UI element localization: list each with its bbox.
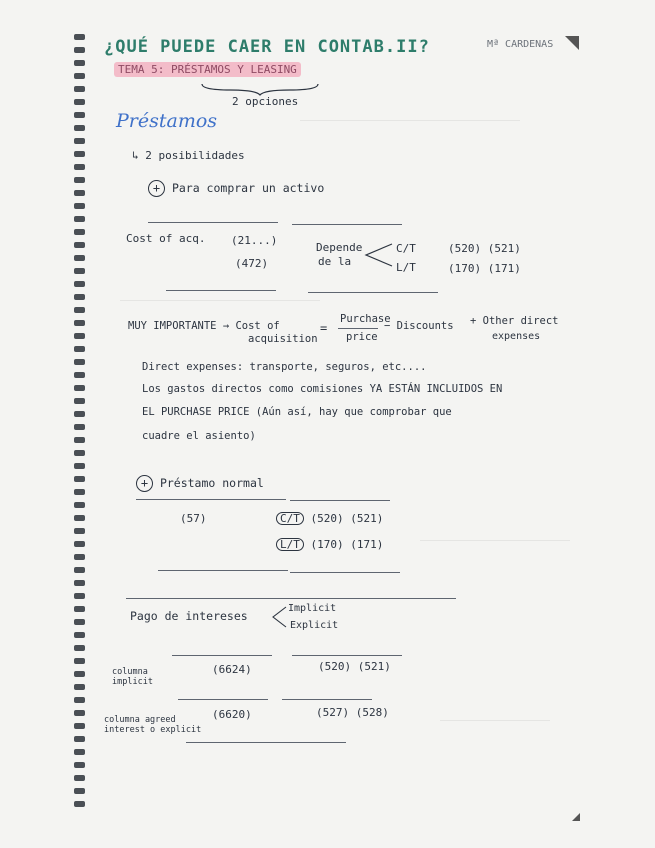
branch-icon — [362, 240, 394, 273]
ghost-line — [300, 120, 520, 121]
spiral-ring — [74, 151, 85, 157]
spiral-ring — [74, 736, 85, 742]
account-57: (57) — [180, 512, 207, 525]
arrow-icon: ↳ — [132, 149, 146, 162]
ghost-line — [120, 300, 320, 301]
spiral-ring — [74, 177, 85, 183]
branch-icon — [270, 604, 288, 633]
spiral-ring — [74, 580, 85, 586]
spiral-ring — [74, 424, 85, 430]
spiral-ring — [74, 463, 85, 469]
equals-sign: = — [320, 321, 328, 335]
discounts-text: − Discounts — [384, 320, 454, 332]
spiral-ring — [74, 255, 85, 261]
spiral-ring — [74, 320, 85, 326]
spiral-binding — [72, 28, 90, 818]
plus-circle-icon: + — [148, 180, 165, 197]
underline — [178, 699, 268, 700]
paragraph-line-1: Direct expenses: transporte, seguros, etc.... — [142, 361, 427, 373]
spiral-ring — [74, 385, 85, 391]
spiral-ring — [74, 190, 85, 196]
spiral-ring — [74, 307, 85, 313]
possibilities-text: 2 posibilidades — [145, 149, 245, 162]
pago-intereses: Pago de intereses — [130, 609, 248, 623]
spiral-ring — [74, 762, 85, 768]
author-name: Mª CARDENAS — [487, 39, 554, 50]
ghost-line — [420, 540, 570, 541]
option1-text: Para comprar un activo — [171, 181, 325, 195]
lt-codes-2: (170) (171) — [310, 538, 384, 551]
spiral-ring — [74, 203, 85, 209]
lt-box: L/T — [276, 538, 304, 551]
expenses-text: expenses — [492, 331, 541, 342]
underline — [292, 224, 402, 225]
account-6620: (6620) — [212, 708, 252, 721]
spiral-ring — [74, 346, 85, 352]
ct-label: C/T — [396, 242, 416, 255]
plus-circle-icon: + — [136, 475, 153, 492]
other-direct-text: + Other direct — [470, 315, 559, 327]
spiral-ring — [74, 411, 85, 417]
columna-agreed: columna agreed interest o explicit — [104, 715, 202, 735]
codes-520-521: (520) (521) — [318, 660, 391, 673]
options-note: 2 opciones — [232, 95, 299, 108]
underline — [290, 572, 400, 573]
spiral-ring — [74, 619, 85, 625]
underline — [148, 222, 278, 223]
spiral-ring — [74, 86, 85, 92]
paragraph-line-2: Los gastos directos como comisiones YA ESTÁN INCLUIDOS EN — [142, 383, 503, 395]
spiral-ring — [74, 567, 85, 573]
spiral-ring — [74, 528, 85, 534]
spiral-ring — [74, 632, 85, 638]
page-corner-icon — [572, 808, 580, 824]
account-472: (472) — [235, 257, 269, 270]
explicit-label: Explicit — [290, 620, 339, 631]
spiral-ring — [74, 229, 85, 235]
codes-527-528: (527) (528) — [316, 706, 389, 719]
lt-codes: (170) (171) — [448, 262, 521, 275]
account-6624: (6624) — [212, 663, 252, 676]
spiral-ring — [74, 138, 85, 144]
spiral-ring — [74, 515, 85, 521]
underline — [166, 290, 276, 291]
ghost-line — [440, 720, 550, 721]
purchase-text: Purchase — [340, 313, 391, 325]
spiral-ring — [74, 710, 85, 716]
possibilities-line — [132, 150, 245, 161]
cost-label: Cost of acq. — [126, 232, 206, 245]
underline — [172, 655, 272, 656]
spiral-ring — [74, 437, 85, 443]
topic-highlight: TEMA 5: PRÉSTAMOS Y LEASING — [114, 62, 301, 77]
spiral-ring — [74, 99, 85, 105]
underline — [158, 570, 288, 571]
spiral-ring — [74, 34, 85, 40]
muy-importante-text: MUY IMPORTANTE → Cost of — [128, 320, 280, 332]
option1-line — [148, 180, 324, 197]
lt-label: L/T — [396, 261, 416, 274]
spiral-ring — [74, 684, 85, 690]
fraction-bar — [338, 328, 378, 329]
spiral-ring — [74, 541, 85, 547]
page-title: ¿QUÉ PUEDE CAER EN CONTAB.II? — [104, 37, 430, 57]
underline — [308, 292, 438, 293]
spiral-ring — [74, 372, 85, 378]
spiral-ring — [74, 60, 85, 66]
underline — [136, 499, 286, 500]
depende-text-2: de la — [318, 255, 352, 268]
spiral-ring — [74, 164, 85, 170]
paragraph-line-3: EL PURCHASE PRICE (Aún así, hay que comprobar que — [142, 406, 452, 418]
spiral-ring — [74, 593, 85, 599]
spiral-ring — [74, 697, 85, 703]
section-divider — [126, 598, 456, 599]
price-text: price — [346, 331, 378, 343]
spiral-ring — [74, 359, 85, 365]
ct-row — [276, 512, 383, 525]
ct-box: C/T — [276, 512, 304, 525]
underline — [290, 500, 390, 501]
spiral-ring — [74, 671, 85, 677]
spiral-ring — [74, 645, 85, 651]
spiral-ring — [74, 398, 85, 404]
spiral-ring — [74, 242, 85, 248]
option2-line — [136, 475, 264, 492]
ct-codes: (520) (521) — [448, 242, 521, 255]
spiral-ring — [74, 489, 85, 495]
section-title: Préstamos — [116, 110, 218, 132]
spiral-ring — [74, 73, 85, 79]
lt-row — [276, 538, 383, 551]
corner-fold-icon — [565, 36, 579, 53]
spiral-ring — [74, 450, 85, 456]
spiral-ring — [74, 294, 85, 300]
option2-text: Préstamo normal — [159, 476, 264, 490]
spiral-ring — [74, 606, 85, 612]
spiral-ring — [74, 47, 85, 53]
spiral-ring — [74, 554, 85, 560]
spiral-ring — [74, 112, 85, 118]
spiral-ring — [74, 723, 85, 729]
spiral-ring — [74, 775, 85, 781]
columna-implicit: columna implicit — [112, 667, 153, 687]
spiral-ring — [74, 268, 85, 274]
spiral-ring — [74, 281, 85, 287]
acquisition-text: acquisition — [248, 333, 318, 345]
spiral-ring — [74, 125, 85, 131]
underline — [186, 742, 346, 743]
spiral-ring — [74, 801, 85, 807]
depende-text: Depende — [316, 241, 363, 254]
underline — [292, 655, 402, 656]
spiral-ring — [74, 788, 85, 794]
spiral-ring — [74, 333, 85, 339]
spiral-ring — [74, 476, 85, 482]
spiral-ring — [74, 216, 85, 222]
ct-codes-2: (520) (521) — [310, 512, 384, 525]
implicit-label: Implicit — [288, 603, 337, 614]
account-21: (21...) — [231, 234, 278, 247]
spiral-ring — [74, 502, 85, 508]
underline — [282, 699, 372, 700]
topic-heading — [114, 64, 301, 75]
spiral-ring — [74, 749, 85, 755]
spiral-ring — [74, 658, 85, 664]
paragraph-line-4: cuadre el asiento) — [142, 430, 256, 442]
